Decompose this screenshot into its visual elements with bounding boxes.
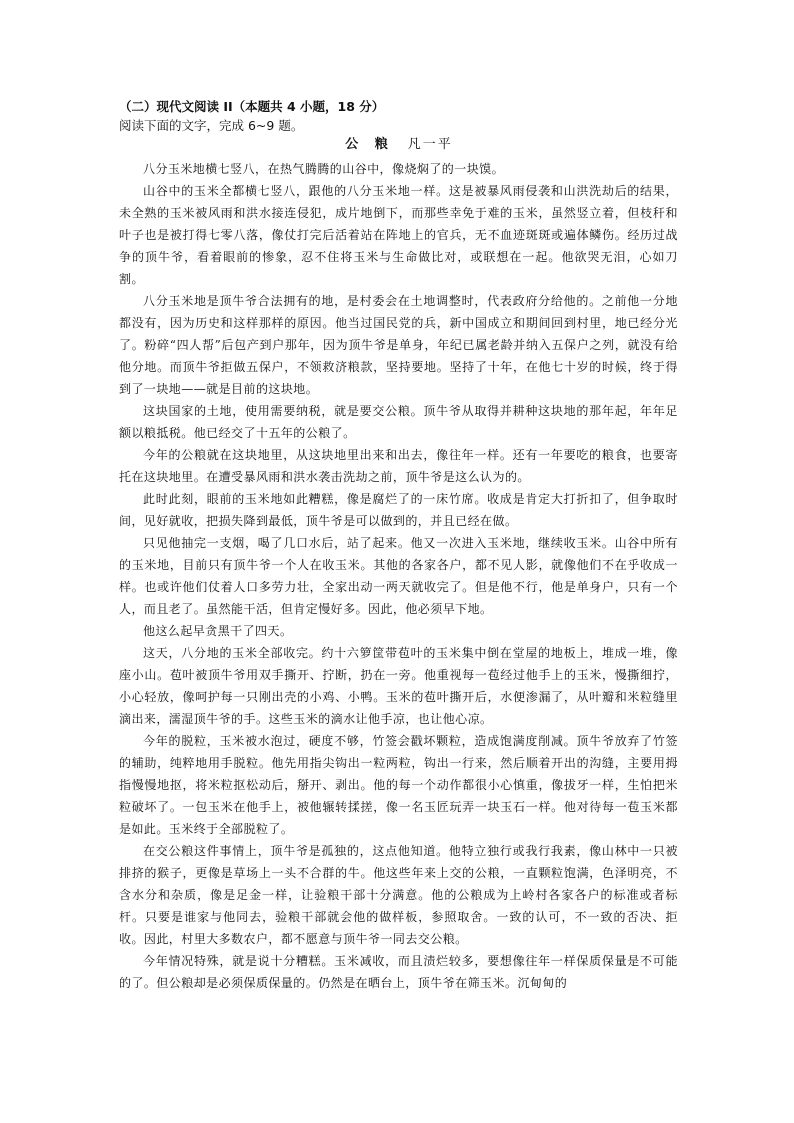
story-paragraph: 此时此刻，眼前的玉米地如此糟糕，像是腐烂了的一床竹席。收成是肯定大打折扣了，但争取时间，见好就收，把损失降到最低，顶牛爷是可以做到的，并且已经在做。 <box>119 492 678 528</box>
section-heading: （二）现代文阅读 II（本题共 4 小题，18 分） <box>119 99 385 114</box>
story-author: 凡一平 <box>407 137 453 152</box>
story-title: 公 粮 <box>345 137 394 152</box>
reading-instruction: 阅读下面的文字，完成 6~9 题。 <box>119 118 304 133</box>
story-paragraph: 八分玉米地横七竖八，在热气腾腾的山谷中，像烧焖了的一块馍。 <box>143 162 505 176</box>
story-paragraph: 他这么起早贪黑干了四天。 <box>143 624 293 638</box>
story-paragraph: 在交公粮这件事情上，顶牛爷是孤独的，这点他知道。他特立独行或我行我素，像山林中一只被排挤的猴子，更像是草场上一头不合群的牛。他这些年来上交的公粮，一直颗粒饱满，色泽明亮，不含水分和杂质，像是足金一样，让验粮干部十分满意。他的公粮成为上岭村各家各户的标准或者标杆。只要是谁家与他同去，验粮干部就会他的做样板，参照取舍。一致的认可，不一致的否决、拒收。因此，村里大多数农户，都不愿意与顶牛爷一同去交公粮。 <box>119 844 678 946</box>
story-paragraph: 八分玉米地是顶牛爷合法拥有的地，是村委会在土地调整时，代表政府分给他的。之前他一分地都没有，因为历史和这样那样的原因。他当过国民党的兵，新中国成立和期间回到村里，地已经分光了。粉碎“四人帮”后包产到户那年，因为顶牛爷是单身，年纪已属老龄并纳入五保户之列，就没有给他分地。而顶牛爷拒做五保户，不领救济粮款，坚持要地。坚持了十年，在他七十岁的时候，终于得到了一块地——就是目前的这块地。 <box>119 294 678 396</box>
story-paragraph: 这天，八分地的玉米全部收完。约十六箩筐带苞叶的玉米集中倒在堂屋的地板上，堆成一堆，像座小山。苞叶被顶牛爷用双手撕开、拧断，扔在一旁。他重视每一苞经过他手上的玉米，慢撕细拧，小心轻放，像呵护每一只刚出壳的小鸡、小鸭。玉米的苞叶撕开后，水便渗漏了，从叶瓣和米粒缝里滴出来，濡湿顶牛爷的手。这些玉米的滴水让他手凉，也让他心凉。 <box>119 646 678 726</box>
story-paragraph: 今年情况特殊，就是说十分糟糕。玉米减收，而且渍烂较多，要想像往年一样保质保量是不可能的了。但公粮却是必须保质保量的。仍然是在晒台上，顶牛爷在筛玉米。沉甸甸的 <box>119 954 678 990</box>
story-body <box>119 158 678 994</box>
story-paragraph: 只见他抽完一支烟，喝了几口水后，站了起来。他又一次进入玉米地，继续收玉米。山谷中所有的玉米地，目前只有顶牛爷一个人在收玉米。其他的各家各户，都不见人影，就像他们不在乎收成一样。也或许他们仗着人口多劳力壮，全家出动一两天就收完了。但是他不行，他是单身户，只有一个人，而且老了。虽然能干活，但肯定慢好多。因此，他必须早下地。 <box>119 536 678 616</box>
story-heading <box>119 136 679 154</box>
story-paragraph: 今年的公粮就在这块地里，从这块地里出来和出去，像往年一样。还有一年要吃的粮食，也要寄托在这块地里。在遭受暴风雨和洪水袭击洗劫之前，顶牛爷是这么认为的。 <box>119 448 678 484</box>
story-paragraph: 这块国家的土地，使用需要纳税，就是要交公粮。顶牛爷从取得并耕种这块地的那年起，年年足额以粮抵税。他已经交了十五年的公粮了。 <box>119 404 678 440</box>
story-paragraph: 山谷中的玉米全都横七竖八，跟他的八分玉米地一样。这是被暴风雨侵袭和山洪洗劫后的结果，未全熟的玉米被风雨和洪水接连侵犯，成片地倒下，而那些幸免于难的玉米，虽然竖立着，但枝秆和叶子也是被打得七零八落，像仗打完后活着站在阵地上的官兵，无不血迹斑斑或遍体鳞伤。经历过战争的顶牛爷，看着眼前的惨象，忍不住将玉米与生命做比对，或联想在一起。他欲哭无泪，心如刀割。 <box>119 184 678 286</box>
story-paragraph: 今年的脱粒，玉米被水泡过，硬度不够，竹签会戳坏颗粒，造成饱满度削减。顶牛爷放弃了竹签的辅助，纯粹地用手脱粒。他先用指尖钩出一粒两粒，钩出一行来，然后顺着开出的沟缝，主要用拇指慢慢地抠，将米粒抠松动后，掰开、剥出。他的每一个动作都很小心慎重，像拔牙一样，生怕把米粒破坏了。一包玉米在他手上，被他辗转揉搓，像一名玉匠玩弄一块玉石一样。他对待每一苞玉米都是如此。玉米终于全部脱粒了。 <box>119 734 678 836</box>
